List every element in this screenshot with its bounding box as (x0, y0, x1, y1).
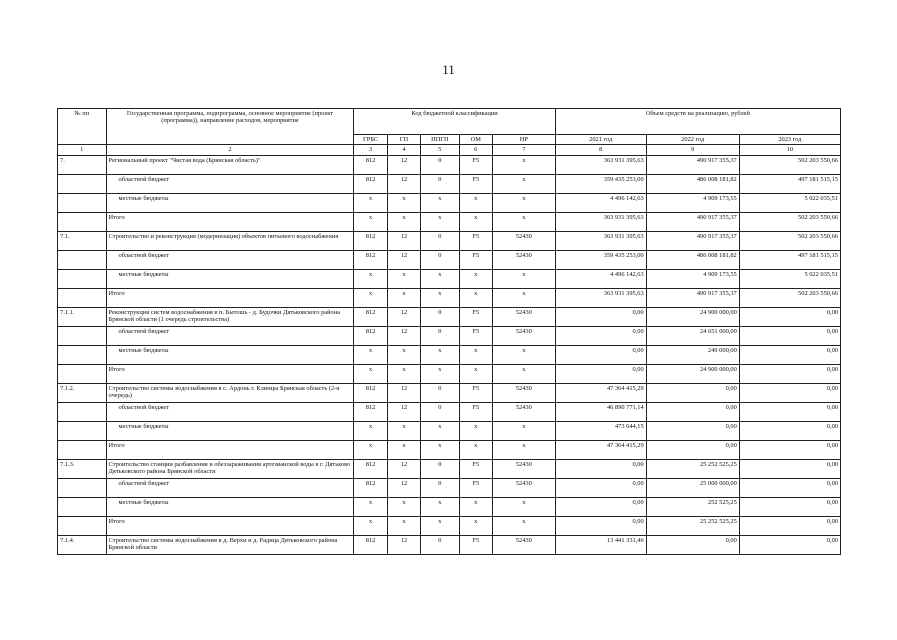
cell-nr: х (492, 212, 555, 231)
cell-2023: 0,00 (739, 478, 840, 497)
cell-nr: х (492, 269, 555, 288)
cell-grbs: х (354, 440, 387, 459)
table-row (58, 307, 841, 326)
cell-ppgp: 0 (421, 383, 459, 402)
cell-2022: 24 651 000,00 (646, 326, 739, 345)
row-number (58, 288, 107, 307)
cell-nr: х (492, 364, 555, 383)
cell-grbs: х (354, 345, 387, 364)
cell-2022: 24 900 000,00 (646, 307, 739, 326)
col-number: 3 (354, 145, 387, 155)
header-grbs: ГРБС (354, 135, 387, 145)
cell-2021: 363 931 395,63 (555, 288, 646, 307)
cell-2023: 0,00 (739, 459, 840, 478)
row-number (58, 516, 107, 535)
cell-om: х (459, 516, 492, 535)
cell-2023: 502 203 550,66 (739, 231, 840, 250)
cell-grbs: х (354, 212, 387, 231)
table-row (58, 535, 841, 554)
cell-2021: 47 364 415,29 (555, 440, 646, 459)
col-number: 9 (646, 145, 739, 155)
table-row (58, 326, 841, 345)
cell-grbs: х (354, 288, 387, 307)
row-number (58, 174, 107, 193)
cell-om: F5 (459, 155, 492, 174)
cell-2022: 486 008 181,82 (646, 250, 739, 269)
cell-gp: х (387, 497, 420, 516)
cell-grbs: х (354, 193, 387, 212)
cell-grbs: 812 (354, 459, 387, 478)
table-row (58, 231, 841, 250)
header-ppgp: ППГП (421, 135, 459, 145)
cell-gp: х (387, 345, 420, 364)
table-row (58, 250, 841, 269)
table-row (58, 497, 841, 516)
cell-2023: 497 181 515,15 (739, 174, 840, 193)
row-number: 7.1.4. (58, 535, 107, 554)
cell-ppgp: 0 (421, 307, 459, 326)
cell-grbs: х (354, 516, 387, 535)
row-name: местные бюджеты (106, 497, 354, 516)
row-name: местные бюджеты (106, 421, 354, 440)
cell-2023: 0,00 (739, 535, 840, 554)
row-name: Итого (106, 212, 354, 231)
table-row (58, 440, 841, 459)
col-number: 6 (459, 145, 492, 155)
page-number: 11 (442, 62, 455, 77)
row-name: областной бюджет (106, 478, 354, 497)
row-number: 7.1.1. (58, 307, 107, 326)
header-volume: Объем средств на реализацию, рублей (555, 109, 840, 135)
header-gp: ГП (387, 135, 420, 145)
cell-grbs: 812 (354, 326, 387, 345)
row-number (58, 421, 107, 440)
cell-om: F5 (459, 174, 492, 193)
row-number (58, 345, 107, 364)
cell-2021: 0,00 (555, 364, 646, 383)
cell-ppgp: 0 (421, 250, 459, 269)
table-row (58, 516, 841, 535)
cell-om: F5 (459, 535, 492, 554)
cell-gp: 12 (387, 478, 420, 497)
cell-nr: 52430 (492, 383, 555, 402)
row-number: 7.1.2. (58, 383, 107, 402)
cell-nr: х (492, 440, 555, 459)
cell-om: х (459, 345, 492, 364)
cell-om: F5 (459, 459, 492, 478)
row-number (58, 326, 107, 345)
table-row (58, 402, 841, 421)
table-row (58, 383, 841, 402)
cell-2022: 249 000,00 (646, 345, 739, 364)
cell-om: х (459, 421, 492, 440)
cell-gp: 12 (387, 155, 420, 174)
header-name: Государственная программа, подпрограмма, основное мероприятие (проект (программа)), направление расходов, мероприятие (106, 109, 354, 145)
cell-2021: 363 931 395,63 (555, 212, 646, 231)
row-number (58, 478, 107, 497)
cell-grbs: 812 (354, 174, 387, 193)
cell-om: х (459, 212, 492, 231)
cell-ppgp: 0 (421, 402, 459, 421)
table-row (58, 345, 841, 364)
cell-ppgp: х (421, 516, 459, 535)
table-row (58, 459, 841, 478)
header-nr: НР (492, 135, 555, 145)
cell-grbs: 812 (354, 402, 387, 421)
col-number: 7 (492, 145, 555, 155)
cell-2023: 0,00 (739, 516, 840, 535)
cell-nr: 52430 (492, 535, 555, 554)
row-name: Строительство системы водоснабжения в д. Верхи и д. Радица Дятьковского района Брянской области (106, 535, 354, 554)
cell-2021: 359 435 253,00 (555, 250, 646, 269)
row-name: Итого (106, 288, 354, 307)
cell-ppgp: 0 (421, 174, 459, 193)
cell-2021: 47 364 415,29 (555, 383, 646, 402)
cell-gp: х (387, 193, 420, 212)
col-number: 8 (555, 145, 646, 155)
cell-om: F5 (459, 478, 492, 497)
cell-2021: 4 496 142,63 (555, 193, 646, 212)
cell-ppgp: х (421, 421, 459, 440)
cell-grbs: 812 (354, 155, 387, 174)
cell-gp: х (387, 516, 420, 535)
cell-gp: х (387, 288, 420, 307)
cell-grbs: 812 (354, 250, 387, 269)
cell-2022: 490 917 355,37 (646, 231, 739, 250)
cell-om: х (459, 497, 492, 516)
row-name: местные бюджеты (106, 193, 354, 212)
cell-nr: х (492, 288, 555, 307)
cell-gp: 12 (387, 402, 420, 421)
table-row (58, 364, 841, 383)
cell-2023: 5 022 035,51 (739, 193, 840, 212)
cell-nr: 52430 (492, 459, 555, 478)
cell-2022: 0,00 (646, 402, 739, 421)
cell-om: F5 (459, 250, 492, 269)
row-number (58, 212, 107, 231)
cell-grbs: 812 (354, 231, 387, 250)
cell-2023: 0,00 (739, 497, 840, 516)
col-number: 5 (421, 145, 459, 155)
row-name: местные бюджеты (106, 345, 354, 364)
cell-2021: 363 931 395,63 (555, 155, 646, 174)
cell-2021: 363 931 395,63 (555, 231, 646, 250)
cell-ppgp: 0 (421, 478, 459, 497)
cell-grbs: 812 (354, 535, 387, 554)
cell-om: х (459, 269, 492, 288)
row-name: местные бюджеты (106, 269, 354, 288)
table-row (58, 288, 841, 307)
cell-2022: 25 252 525,25 (646, 459, 739, 478)
cell-2023: 0,00 (739, 383, 840, 402)
row-name: Строительство станции разбавления и обеззараживания артезианской воды в г. Дятьково Дятьковского района Брянской области (106, 459, 354, 478)
cell-nr: х (492, 174, 555, 193)
cell-ppgp: х (421, 497, 459, 516)
cell-om: F5 (459, 231, 492, 250)
cell-2021: 0,00 (555, 516, 646, 535)
cell-2023: 0,00 (739, 307, 840, 326)
cell-nr: х (492, 421, 555, 440)
cell-2023: 0,00 (739, 402, 840, 421)
col-number: 10 (739, 145, 840, 155)
cell-2023: 0,00 (739, 345, 840, 364)
cell-2021: 0,00 (555, 345, 646, 364)
cell-nr: х (492, 345, 555, 364)
cell-ppgp: 0 (421, 326, 459, 345)
cell-grbs: 812 (354, 383, 387, 402)
cell-nr: х (492, 193, 555, 212)
cell-2023: 0,00 (739, 326, 840, 345)
cell-ppgp: х (421, 269, 459, 288)
header-kbk: Код бюджетной классификации (354, 109, 555, 135)
row-number (58, 193, 107, 212)
cell-om: х (459, 364, 492, 383)
row-number: 7.1. (58, 231, 107, 250)
table-row (58, 421, 841, 440)
cell-2021: 0,00 (555, 478, 646, 497)
cell-grbs: 812 (354, 307, 387, 326)
cell-om: F5 (459, 402, 492, 421)
cell-gp: 12 (387, 535, 420, 554)
cell-2022: 0,00 (646, 535, 739, 554)
header-no: № пп (58, 109, 107, 145)
cell-gp: 12 (387, 326, 420, 345)
cell-ppgp: х (421, 345, 459, 364)
cell-gp: х (387, 212, 420, 231)
cell-ppgp: 0 (421, 231, 459, 250)
row-number (58, 497, 107, 516)
row-name: Строительство и реконструкция (модернизация) объектов питьевого водоснабжения (106, 231, 354, 250)
cell-nr: 52430 (492, 231, 555, 250)
cell-gp: 12 (387, 250, 420, 269)
cell-nr: 52430 (492, 402, 555, 421)
row-name: областной бюджет (106, 402, 354, 421)
row-name: областной бюджет (106, 250, 354, 269)
table-row (58, 269, 841, 288)
header-year-2021: 2021 год (555, 135, 646, 145)
cell-gp: х (387, 364, 420, 383)
cell-grbs: х (354, 269, 387, 288)
row-number (58, 440, 107, 459)
cell-2023: 5 022 035,51 (739, 269, 840, 288)
cell-nr: 52430 (492, 478, 555, 497)
cell-gp: 12 (387, 459, 420, 478)
cell-2023: 0,00 (739, 364, 840, 383)
cell-2022: 0,00 (646, 421, 739, 440)
cell-om: F5 (459, 326, 492, 345)
row-number: 7.1.3. (58, 459, 107, 478)
cell-gp: 12 (387, 174, 420, 193)
cell-2023: 502 203 550,66 (739, 288, 840, 307)
cell-nr: 52430 (492, 250, 555, 269)
row-name: Региональный проект "Чистая вода (Брянская область)" (106, 155, 354, 174)
col-number: 4 (387, 145, 420, 155)
cell-2021: 46 890 771,14 (555, 402, 646, 421)
table-row (58, 478, 841, 497)
cell-ppgp: х (421, 440, 459, 459)
row-name: Реконструкция систем водоснабжения в п. Бытошь - д. Будочки Дятьковского района Брянской области (1 очередь строительства) (106, 307, 354, 326)
cell-2021: 13 441 331,46 (555, 535, 646, 554)
cell-om: х (459, 440, 492, 459)
cell-2022: 25 000 000,00 (646, 478, 739, 497)
row-name: Итого (106, 516, 354, 535)
cell-2022: 490 917 355,37 (646, 212, 739, 231)
cell-om: х (459, 288, 492, 307)
cell-grbs: х (354, 421, 387, 440)
cell-2023: 502 203 550,66 (739, 155, 840, 174)
cell-2022: 24 900 000,00 (646, 364, 739, 383)
cell-nr: 52430 (492, 307, 555, 326)
col-number: 2 (106, 145, 354, 155)
row-number (58, 364, 107, 383)
header-year-2022: 2022 год (646, 135, 739, 145)
table-row (58, 174, 841, 193)
row-number (58, 250, 107, 269)
cell-2022: 25 252 525,25 (646, 516, 739, 535)
cell-2021: 0,00 (555, 497, 646, 516)
cell-2021: 473 644,15 (555, 421, 646, 440)
cell-ppgp: х (421, 288, 459, 307)
cell-nr: х (492, 497, 555, 516)
cell-2023: 0,00 (739, 440, 840, 459)
cell-ppgp: х (421, 364, 459, 383)
col-number: 1 (58, 145, 107, 155)
cell-om: х (459, 193, 492, 212)
cell-gp: х (387, 269, 420, 288)
cell-2022: 486 008 181,82 (646, 174, 739, 193)
cell-2022: 252 525,25 (646, 497, 739, 516)
cell-grbs: х (354, 364, 387, 383)
cell-2022: 0,00 (646, 440, 739, 459)
cell-2021: 359 435 253,00 (555, 174, 646, 193)
cell-2022: 490 917 355,37 (646, 288, 739, 307)
cell-grbs: 812 (354, 478, 387, 497)
row-name: Итого (106, 440, 354, 459)
budget-table (57, 108, 841, 555)
cell-2021: 0,00 (555, 307, 646, 326)
table-row (58, 155, 841, 174)
cell-2023: 502 203 550,66 (739, 212, 840, 231)
cell-gp: 12 (387, 307, 420, 326)
cell-nr: 52430 (492, 326, 555, 345)
cell-ppgp: 0 (421, 535, 459, 554)
cell-nr: х (492, 155, 555, 174)
cell-2022: 490 917 355,37 (646, 155, 739, 174)
cell-gp: х (387, 421, 420, 440)
row-name: областной бюджет (106, 174, 354, 193)
cell-gp: 12 (387, 231, 420, 250)
header-om: ОМ (459, 135, 492, 145)
cell-ppgp: х (421, 193, 459, 212)
cell-ppgp: 0 (421, 459, 459, 478)
cell-nr: х (492, 516, 555, 535)
cell-2021: 0,00 (555, 326, 646, 345)
cell-gp: х (387, 440, 420, 459)
cell-2021: 0,00 (555, 459, 646, 478)
header-year-2023: 2023 год (739, 135, 840, 145)
row-number (58, 269, 107, 288)
row-name: Строительство системы водоснабжения в с. Ардонь г. Клинцы Брянская область (2-я очередь) (106, 383, 354, 402)
table-row (58, 193, 841, 212)
cell-2023: 0,00 (739, 421, 840, 440)
cell-ppgp: х (421, 212, 459, 231)
cell-ppgp: 0 (421, 155, 459, 174)
cell-2022: 4 909 173,55 (646, 269, 739, 288)
row-number (58, 402, 107, 421)
cell-om: F5 (459, 383, 492, 402)
table-body (58, 155, 841, 554)
table-row (58, 212, 841, 231)
cell-2021: 4 496 142,63 (555, 269, 646, 288)
cell-2023: 497 181 515,15 (739, 250, 840, 269)
cell-grbs: х (354, 497, 387, 516)
cell-gp: 12 (387, 383, 420, 402)
row-name: областной бюджет (106, 326, 354, 345)
cell-om: F5 (459, 307, 492, 326)
cell-2022: 4 909 173,55 (646, 193, 739, 212)
row-name: Итого (106, 364, 354, 383)
cell-2022: 0,00 (646, 383, 739, 402)
row-number: 7. (58, 155, 107, 174)
